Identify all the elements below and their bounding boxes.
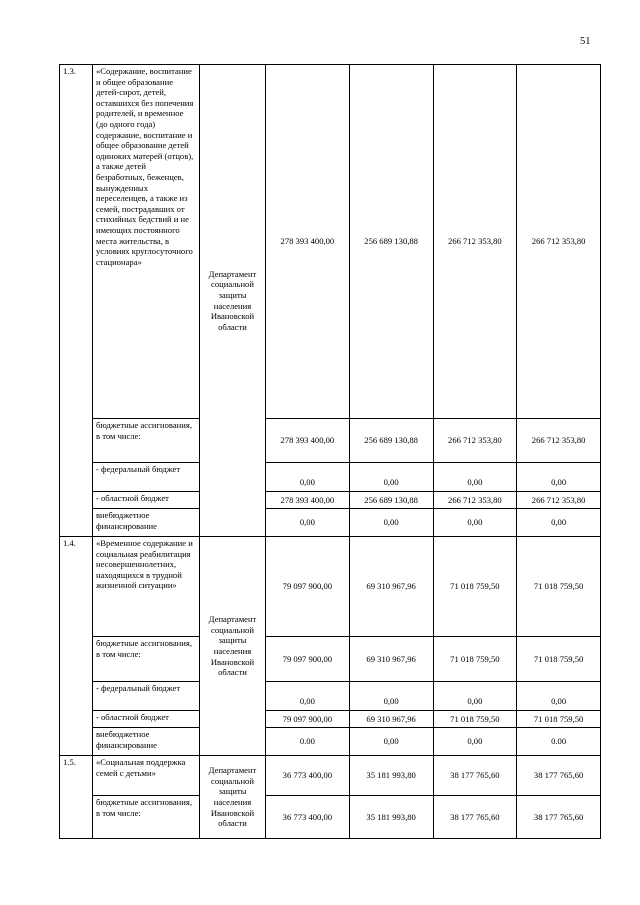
program-title: «Временное содержание и социальная реабилитация несовершеннолетних, находящихся в трудной жизненной ситуации» [93,537,200,637]
amount-cell: 266 712 353,80 [433,492,517,509]
table-row [60,419,601,463]
table-row [60,463,601,492]
amount-cell: 0,00 [266,682,350,711]
table-row [60,537,601,637]
amount-cell: 0,00 [266,509,350,537]
amount-cell: 69 310 967,96 [349,711,433,728]
amount-cell: 69 310 967,96 [349,637,433,682]
row-label: бюджетные ассигнования, в том числе: [93,796,200,839]
row-label: - областной бюджет [93,711,200,728]
amount-cell: 79 097 900,00 [266,637,350,682]
amount-cell: 69 310 967,96 [349,537,433,637]
amount-cell: 35 181 993,80 [349,756,433,796]
amount-cell: 38 177 765,60 [433,756,517,796]
amount-cell: 256 689 130,88 [349,419,433,463]
page-number: 51 [580,36,591,47]
amount-cell: 71 018 759,50 [433,637,517,682]
table-row [60,728,601,756]
amount-cell: 0,00 [433,509,517,537]
amount-cell: 0,00 [517,463,601,492]
amount-cell: 38 177 765,60 [517,796,601,839]
program-title: «Социальная поддержка семей с детьми» [93,756,200,796]
amount-cell: 278 393 400,00 [266,65,350,419]
amount-cell: 266 712 353,80 [517,419,601,463]
row-label: внебюджетное финансирование [93,728,200,756]
amount-cell: 256 689 130,88 [349,492,433,509]
amount-cell: 256 689 130,88 [349,65,433,419]
amount-cell: 38 177 765,60 [517,756,601,796]
amount-cell: 38 177 765,60 [433,796,517,839]
amount-cell: 0,00 [349,728,433,756]
table-row [60,796,601,839]
table-row [60,65,601,419]
amount-cell: 0,00 [517,682,601,711]
row-label: бюджетные ассигнования, в том числе: [93,637,200,682]
amount-cell: 71 018 759,50 [433,711,517,728]
amount-cell: 71 018 759,50 [517,537,601,637]
amount-cell: 0,00 [517,509,601,537]
amount-cell: 266 712 353,80 [433,419,517,463]
row-label: - областной бюджет [93,492,200,509]
amount-cell: 0,00 [433,682,517,711]
amount-cell: 0,00 [349,682,433,711]
program-title: «Содержание, воспитание и общее образование детей-сирот, детей, оставшихся без попечения родителей, и временное (до одного года) содержание, воспитание и общее образование детей одиноких матерей (отцов), а также детей безработных, беженцев, вынужденных переселенцев, а также из семей, пострадавших от стихийных бедствий и не имеющих постоянного места жительства, в условиях круглосуточного стационара» [93,65,200,419]
amount-cell: 266 712 353,80 [517,492,601,509]
table-row [60,492,601,509]
amount-cell: 0,00 [433,463,517,492]
row-label: - федеральный бюджет [93,463,200,492]
amount-cell: 71 018 759,50 [517,711,601,728]
row-label: внебюджетное финансирование [93,509,200,537]
amount-cell: 0,00 [266,463,350,492]
amount-cell: 0,00 [349,509,433,537]
table-row [60,711,601,728]
amount-cell: 36 773 400,00 [266,796,350,839]
amount-cell: 36 773 400,00 [266,756,350,796]
table-row [60,637,601,682]
amount-cell: 79 097 900,00 [266,537,350,637]
row-index: 1.4. [60,537,93,756]
row-index: 1.5. [60,756,93,839]
amount-cell: 0,00 [349,463,433,492]
row-label: - федеральный бюджет [93,682,200,711]
amount-cell: 79 097 900,00 [266,711,350,728]
amount-cell: 266 712 353,80 [517,65,601,419]
department-name: Департамент социальной защиты населения Ивановской области [200,537,266,756]
amount-cell: 71 018 759,50 [433,537,517,637]
department-name: Департамент социальной защиты населения Ивановской области [200,65,266,537]
amount-cell: 0.00 [517,728,601,756]
row-index: 1.3. [60,65,93,537]
department-name: Департамент социальной защиты населения Ивановской области [200,756,266,839]
amount-cell: 0.00 [266,728,350,756]
budget-table [59,64,601,839]
amount-cell: 278 393 400,00 [266,492,350,509]
table-row [60,682,601,711]
table-row [60,509,601,537]
amount-cell: 35 181 993,80 [349,796,433,839]
amount-cell: 278 393 400,00 [266,419,350,463]
row-label: бюджетные ассигнования, в том числе: [93,419,200,463]
table-row [60,756,601,796]
amount-cell: 266 712 353,80 [433,65,517,419]
amount-cell: 71 018 759,50 [517,637,601,682]
amount-cell: 0,00 [433,728,517,756]
